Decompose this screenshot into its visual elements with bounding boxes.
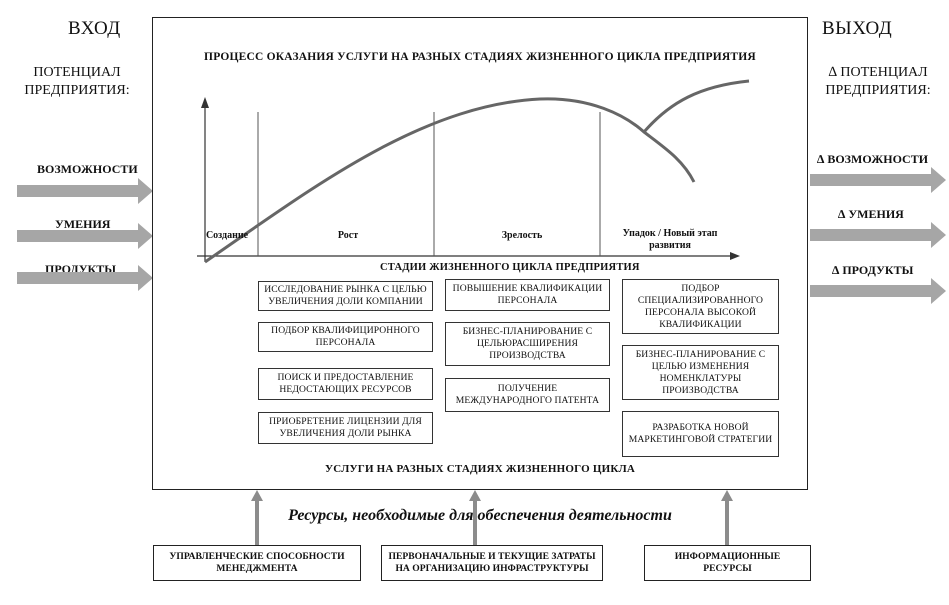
output-caption: ∆ ПОТЕНЦИАЛ ПРЕДПРИЯТИЯ:	[825, 65, 931, 98]
lifecycle-axis-label: СТАДИИ ЖИЗНЕННОГО ЦИКЛА ПРЕДПРИЯТИЯ	[380, 262, 640, 273]
stage-growth: Рост	[337, 230, 359, 241]
service-box: ПОВЫШЕНИЕ КВАЛИФИКАЦИИ ПЕРСОНАЛА	[445, 279, 610, 311]
stage-decline: Упадок / Новый этап развития	[622, 228, 718, 251]
stage-maturity: Зрелость	[501, 230, 543, 241]
service-box: РАЗРАБОТКА НОВОЙ МАРКЕТИНГОВОЙ СТРАТЕГИИ	[622, 411, 779, 457]
service-box: ПОИСК И ПРЕДОСТАВЛЕНИЕ НЕДОСТАЮЩИХ РЕСУРСОВ	[258, 368, 433, 400]
service-box: БИЗНЕС-ПЛАНИРОВАНИЕ С ЦЕЛЬЮ ИЗМЕНЕНИЯ НОМЕНКЛАТУРЫ ПРОИЗВОДСТВА	[622, 345, 779, 400]
input-label-opportunities: ВОЗМОЖНОСТИ	[37, 162, 138, 176]
output-label-skills: ∆ УМЕНИЯ	[838, 207, 904, 221]
output-header: ВЫХОД	[822, 18, 893, 39]
output-label-products: ∆ ПРОДУКТЫ	[832, 263, 914, 277]
resources-title: Ресурсы, необходимые для обеспечения деятельности	[288, 507, 672, 524]
y-axis-arrowhead	[201, 97, 209, 108]
new-stage-curve	[644, 81, 749, 132]
service-box: ПРИОБРЕТЕНИЕ ЛИЦЕНЗИИ ДЛЯ УВЕЛИЧЕНИЯ ДОЛИ РЫНКА	[258, 412, 433, 444]
service-box: ПОДБОР КВАЛИФИЦИРОННОГО ПЕРСОНАЛА	[258, 322, 433, 352]
service-box: ПОЛУЧЕНИЕ МЕЖДУНАРОДНОГО ПАТЕНТА	[445, 378, 610, 412]
service-box: ПОДБОР СПЕЦИАЛИЗИРОВАННОГО ПЕРСОНАЛА ВЫСОКОЙ КВАЛИФИКАЦИИ	[622, 279, 779, 334]
resource-box-management: УПРАВЛЕНЧЕСКИЕ СПОСОБНОСТИ МЕНЕДЖМЕНТА	[153, 545, 361, 581]
service-box: БИЗНЕС-ПЛАНИРОВАНИЕ С ЦЕЛЬЮРАСШИРЕНИЯ ПРОИЗВОДСТВА	[445, 322, 610, 366]
input-header: ВХОД	[68, 18, 121, 39]
input-caption: ПОТЕНЦИАЛ ПРЕДПРИЯТИЯ:	[24, 65, 130, 98]
output-label-opportunities: ∆ ВОЗМОЖНОСТИ	[817, 152, 929, 166]
input-label-skills: УМЕНИЯ	[55, 217, 111, 231]
process-title: ПРОЦЕСС ОКАЗАНИЯ УСЛУГИ НА РАЗНЫХ СТАДИЯХ ЖИЗНЕННОГО ЦИКЛА ПРЕДПРИЯТИЯ	[204, 51, 756, 63]
x-axis-arrowhead	[730, 252, 740, 260]
resource-box-infrastructure: ПЕРВОНАЧАЛЬНЫЕ И ТЕКУЩИЕ ЗАТРАТЫ НА ОРГАНИЗАЦИЮ ИНФРАСТРУКТУРЫ	[381, 545, 603, 581]
service-box: ИССЛЕДОВАНИЕ РЫНКА С ЦЕЛЬЮ УВЕЛИЧЕНИЯ ДОЛИ КОМПАНИИ	[258, 281, 433, 311]
input-label-products: ПРОДУКТЫ	[45, 262, 117, 276]
services-title: УСЛУГИ НА РАЗНЫХ СТАДИЯХ ЖИЗНЕННОГО ЦИКЛА	[324, 463, 636, 475]
stage-creation: Создание	[205, 230, 249, 241]
resource-box-information: ИНФОРМАЦИОННЫЕ РЕСУРСЫ	[644, 545, 811, 581]
